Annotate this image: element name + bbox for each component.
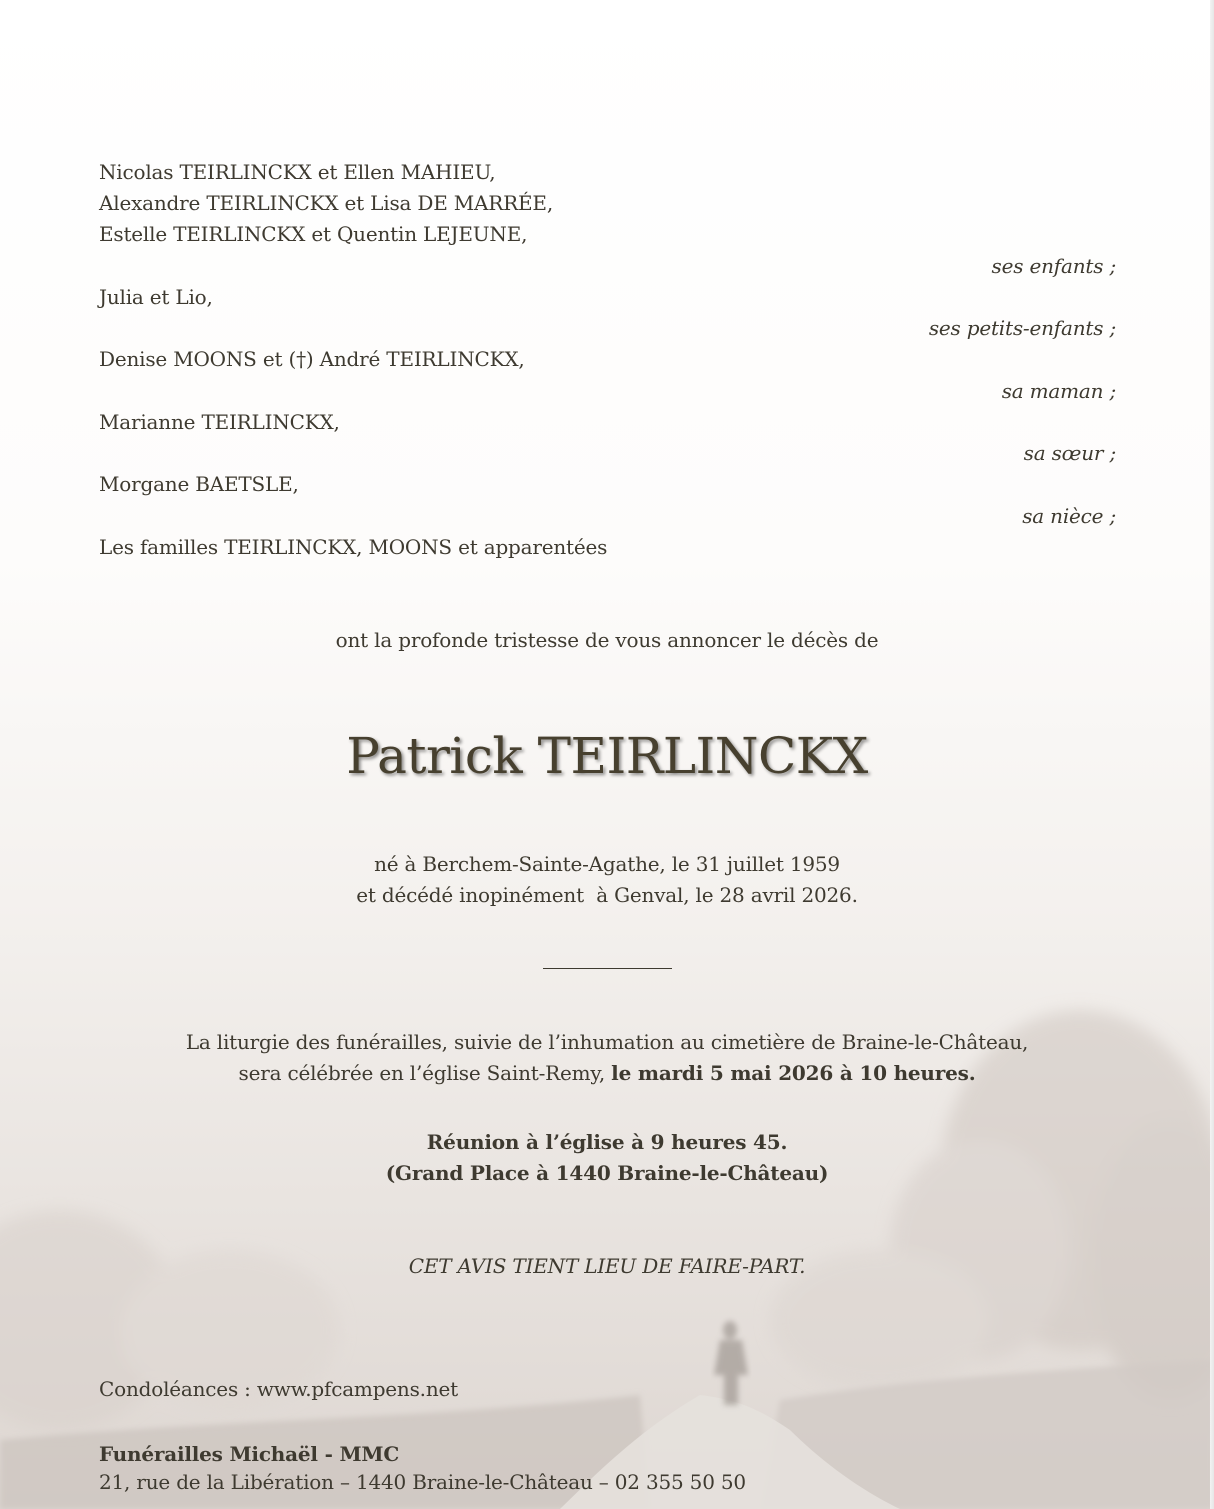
ceremony-line-2 [0,1059,1214,1087]
relation-grandchildren: ses petits-enfants ; [928,316,1116,340]
condolences-link[interactable]: Condoléances : www.pfcampens.net [99,1377,458,1401]
relation-niece: sa nièce ; [1022,504,1116,528]
family-line-mother: Denise MOONS et (†) André TEIRLINCKX, [99,347,525,371]
deceased-name: Patrick TEIRLINCKX [346,727,868,785]
ceremony-location: sera célébrée en l’église Saint-Remy, [238,1061,612,1085]
relation-children: ses enfants ; [991,254,1116,278]
death-info: et décédé inopinément à Genval, le 28 avril 2026. [356,883,858,907]
divider-line [543,968,672,969]
family-line-niece: Morgane BAETSLE, [99,472,299,496]
family-line-estelle: Estelle TEIRLINCKX et Quentin LEJEUNE, [99,222,528,246]
family-line-alexandre: Alexandre TEIRLINCKX et Lisa DE MARRÉE, [99,191,553,215]
family-line-grandchildren: Julia et Lio, [99,285,213,309]
family-line-sister: Marianne TEIRLINCKX, [99,410,340,434]
cyclist-silhouette [714,1321,748,1405]
ceremony-date: le mardi 5 mai 2026 à 10 heures. [611,1061,976,1085]
notice-text: CET AVIS TIENT LIEU DE FAIRE-PART. [408,1254,806,1278]
relation-sister: sa sœur ; [1023,441,1116,465]
funeral-home-name: Funérailles Michaël - MMC [99,1442,400,1466]
birth-info: né à Berchem-Sainte-Agathe, le 31 juillet 1959 [374,852,840,876]
relation-mother: sa maman ; [1001,379,1116,403]
announcement-text: ont la profonde tristesse de vous annoncer le décès de [335,628,879,652]
page-edge [1210,0,1214,1509]
funeral-home-address: 21, rue de la Libération – 1440 Braine-le-Château – 02 355 50 50 [99,1470,746,1494]
meeting-line-2: (Grand Place à 1440 Braine-le-Château) [385,1161,829,1185]
ceremony-line-1: La liturgie des funérailles, suivie de l’inhumation au cimetière de Braine-le-Château, [185,1030,1029,1054]
meeting-line-1: Réunion à l’église à 9 heures 45. [426,1130,788,1154]
family-line-families: Les familles TEIRLINCKX, MOONS et apparentées [99,535,608,559]
family-line-nicolas: Nicolas TEIRLINCKX et Ellen MAHIEU, [99,160,496,184]
